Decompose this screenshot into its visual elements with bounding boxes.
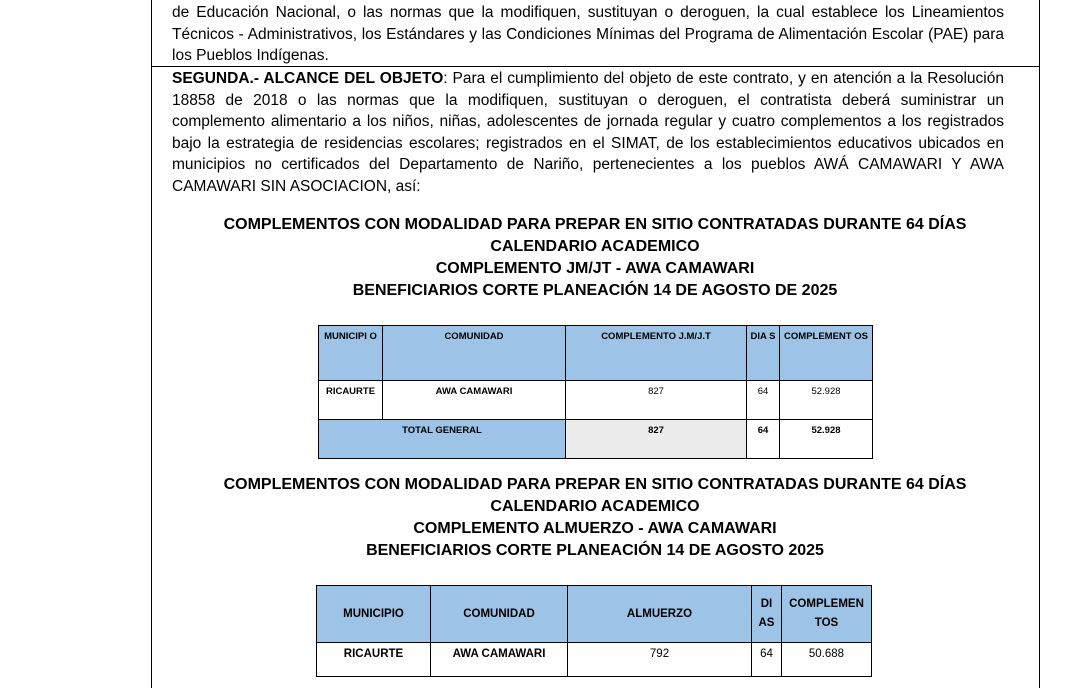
cell-dias: 64 [752,643,782,677]
header-complementos: COMPLEMEN TOS [782,586,872,643]
section1-heading [151,214,1039,302]
header-comunidad: COMUNIDAD [383,326,566,381]
clause-first-text: de Educación Nacional, o las normas que la modifiquen, sustituyan o deroguen, la cual establece los Lineamientos Técnicos - Administrativos, los Estándares y las Condiciones Mínimas del Programa de Alimentación Escolar (PAE) para los Pueblos Indígenas. [172,4,1004,64]
section2-line2: CALENDARIO ACADEMICO [490,498,700,515]
header-municipio: MUNICIPI O [319,326,383,381]
cell-municipio: RICAURTE [319,381,383,420]
clause-second-text [172,68,1004,197]
section1-line4: BENEFICIARIOS CORTE PLANEACIÓN 14 DE AGOSTO DE 2025 [352,282,838,299]
section2-heading [151,474,1039,562]
table-almuerzo [316,585,872,677]
cell-almuerzo: 792 [568,643,752,677]
cell-municipio: RICAURTE [317,643,431,677]
total-label: TOTAL GENERAL [319,420,566,459]
header-municipio: MUNICIPIO [317,586,431,643]
section1-line1: COMPLEMENTOS CON MODALIDAD PARA PREPAR EN SITIO CONTRATADAS DURANTE 64 DÍAS [223,216,967,233]
section1-line2: CALENDARIO ACADEMICO [490,238,700,255]
header-dias: DI AS [752,586,782,643]
header-dias: DIA S [747,326,780,381]
total-complementos: 52.928 [780,420,873,459]
section2-line4: BENEFICIARIOS CORTE PLANEACIÓN 14 DE AGOSTO 2025 [366,542,824,559]
cell-dias: 64 [747,381,780,420]
table-header-row [317,586,872,643]
table-row [319,381,873,420]
header-complementos: COMPLEMENT OS [780,326,873,381]
header-almuerzo: ALMUERZO [568,586,752,643]
table-jm-jt [318,325,873,459]
table-header-row [319,326,873,381]
table-row [317,643,872,677]
clause-second-heading: SEGUNDA.- ALCANCE DEL OBJETO [172,70,444,87]
section2-line1: COMPLEMENTOS CON MODALIDAD PARA PREPAR EN SITIO CONTRATADAS DURANTE 64 DÍAS [223,476,967,493]
table-total-row [319,420,873,459]
total-dias: 64 [747,420,780,459]
cell-complementos: 50.688 [782,643,872,677]
cell-comunidad: AWA CAMAWARI [431,643,568,677]
cell-complemento: 827 [566,381,747,420]
total-complemento: 827 [566,420,747,459]
section1-line3: COMPLEMENTO JM/JT - AWA CAMAWARI [435,260,755,277]
clause-second-body: : Para el cumplimiento del objeto de este contrato, y en atención a la Resolución 18858 de 2018 o las normas que la modifiquen, sustituyan o deroguen, el contratista deberá suministrar un complemento alimentario a los niños, niñas, adolescentes de jornada regular y cuatro complementos a los registrados bajo la estrategia de residencias escolares; registrados en el SIMAT, de los establecimientos educativos ubicados en municipios no certificados del Departamento de Nariño, pertenecientes a los pueblos AWÁ CAMAWARI Y AWA CAMAWARI SIN ASOCIACION, así: [172,70,1004,195]
header-comunidad: COMUNIDAD [431,586,568,643]
cell-comunidad: AWA CAMAWARI [383,381,566,420]
header-complemento: COMPLEMENTO J.M/J.T [566,326,747,381]
cell-complementos: 52.928 [780,381,873,420]
section2-line3: COMPLEMENTO ALMUERZO - AWA CAMAWARI [413,520,777,537]
